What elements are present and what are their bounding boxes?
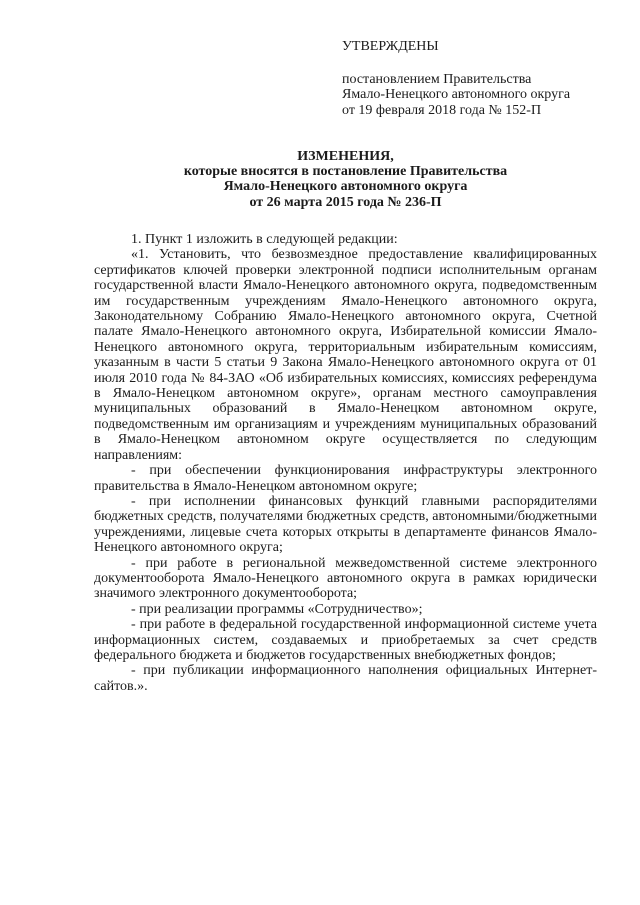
paragraph-clause-1: «1. Установить, что безвозмездное предоставление квалифицированных сертификатов ключей проверки электронной подписи исполнительным органам государственной власти Ямало-Ненецкого автономного округа, подведомственным им государственным учреждениям Ямало-Ненецкого автономного округа, Законодательному Собранию Ямало-Ненецкого автономного округа, Счетной палате Ямало-Ненецкого автономного округа, Избирательной комиссии Ямало-Ненецкого автономного округа, территориальным избирательным комиссиям, указанным в части 5 статьи 9 Закона Ямало-Ненецкого автономного округа от 01 июля 2010 года № 84-ЗАО «Об избирательных комиссиях, комиссиях референдума в Ямало-Ненецком автономном округе», органам местного самоуправления муниципальных образований в Ямало-Ненецком автономном округе, подведомственным им организациям и учреждениям муниципальных образований в Ямало-Ненецком автономном округе осуществляется по следующим направлениям: [94,247,597,463]
title-subline-2: Ямало-Ненецкого автономного округа [223,179,468,195]
title-subline-3: от 26 марта 2015 года № 236-П [249,194,442,210]
paragraph-direction-2: - при исполнении финансовых функций главными распорядителями бюджетных средств, получателями бюджетных средств, автономными/бюджетными учреждениями, лицевые счета которых открыты в департаменте финансов Ямало-Ненецкого автономного округа; [94,493,597,556]
paragraph-direction-6: - при публикации информационного наполнения официальных Интернет-сайтов.». [94,663,597,694]
paragraph-direction-4: - при реализации программы «Сотрудничество»; [131,601,423,617]
document-title [94,149,597,210]
document-body [94,232,597,694]
title-subline-1: которые вносятся в постановление Правительства [183,164,508,180]
title-word: ИЗМЕНЕНИЯ, [297,149,394,164]
approval-stamp [342,39,612,118]
paragraph-direction-5: - при работе в федеральной государственной информационной системе учета информационных систем, создаваемых и приобретаемых за счет средств федерального бюджета и бюджетов государственных внебюджетных фондов; [94,617,597,663]
approval-heading: УТВЕРЖДЕНЫ [342,39,439,54]
approval-line-date-number: от 19 февраля 2018 года № 152-П [342,102,542,118]
approval-line-region: Ямало-Ненецкого автономного округа [342,87,571,102]
paragraph-direction-3: - при работе в региональной межведомственной системе электронного документооборота Ямало-Ненецкого автономного округа в рамках юридически значимого электронного документооборота; [94,555,597,602]
paragraph-item-1: 1. Пункт 1 изложить в следующей редакции: [131,232,398,247]
approval-spacer [342,55,612,72]
paragraph-direction-1: - при обеспечении функционирования инфраструктуры электронного правительства в Ямало-Ненецком автономном округе; [94,463,597,494]
approval-line-authority: постановлением Правительства [342,71,532,87]
